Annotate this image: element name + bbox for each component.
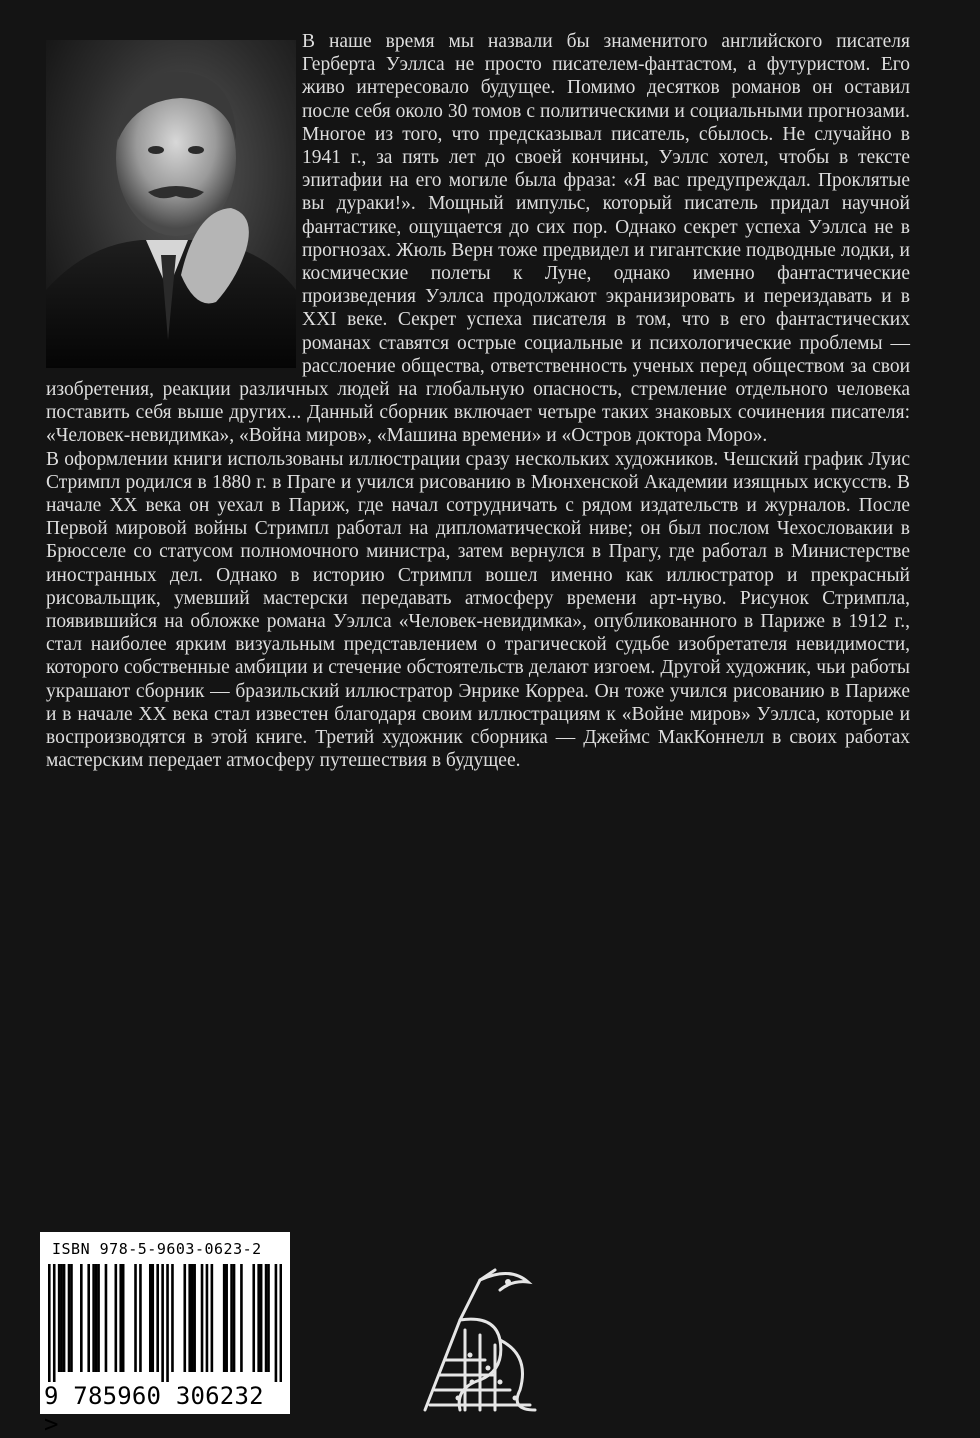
barcode-bar [225, 1264, 228, 1372]
barcode-bar [188, 1264, 191, 1372]
barcode-bar [280, 1264, 282, 1382]
barcode-bar [252, 1264, 255, 1372]
barcode-bar [191, 1264, 194, 1372]
ean-digits: 9 785960 306232 > [44, 1382, 264, 1438]
barcode-bar [223, 1264, 226, 1372]
barcode-bar [265, 1264, 268, 1372]
barcode-icon [48, 1264, 282, 1382]
barcode-bar [134, 1264, 137, 1372]
barcode-bar [70, 1264, 73, 1372]
barcode-bar [161, 1264, 164, 1382]
barcode-bar [60, 1264, 63, 1372]
barcode-bar [171, 1264, 174, 1372]
barcode-bar [105, 1264, 108, 1372]
barcode-bar [139, 1264, 142, 1372]
barcode-bar [115, 1264, 118, 1372]
barcode-bar [275, 1264, 278, 1382]
paragraph-illustrators: В оформлении книги использованы иллюстрации сразу нескольких художников. Чешский график Луис Стримпл родился в 1880 г. в Праге и учился рисованию в Мюнхенской Академии изящных искусств. В начале XX века он уехал в Париж, где начал сотрудничать с рядом издательств и журналов. После Первой мировой войны Стримпл работал на дипломатической ниве; он был послом Чехословакии в Брюсселе со статусом полномочного министра, затем вернулся в Прагу, где работал в Министерстве иностранных дел. Однако в историю Стримпл вошел именно как иллюстратор и прекрасный рисовальщик, умевший мастерски передавать атмосферу времени арт-нуво. Рисунок Стримпла, появившийся на обложке романа Уэллса «Человек-невидимка», опубликованного в Париже в 1912 г., стал наиболее ярким визуальным представлением о трагической судьбе изобретателя невидимости, которого собственные амбиции и стечение обстоятельств делают изгоем. Другой художник, чьи работы украшают сборник — бразильский иллюстратор Энрике Корреа. Он тоже учился рисованию в Париже и в начале XX века стал известен благодаря своим иллюстрациям к «Войне миров» Уэллса, которые и воспроизводятся в этой книге. Третий художник сборника — Джеймс МакКоннелл в своих работах мастерским передает атмосферу путешествия в будущее. [46, 448, 910, 772]
barcode-bar [63, 1264, 66, 1372]
barcode-bar [267, 1264, 270, 1372]
barcode-bar [193, 1264, 196, 1372]
barcode-bar [97, 1264, 100, 1372]
paragraph-author: В наше время мы назвали бы знаменитого английского писателя Герберта Уэллса не просто писателем-фантастом, а футуристом. Его живо интересовало будущее. Помимо десятков романов он оставил после себя около 30 томов с политическими и социальными прогнозами. Многое из того, что предсказывал писатель, сбылось. Не случайно в 1941 г., за пять лет до своей кончины, Уэллс хотел, чтобы в тексте эпитафии на его могиле была фраза: «Я вас предупреждал. Проклятые вы дураки!». Мощный импульс, который писатель придал научной фантастике, ощущается до сих пор. Однако секрет успеха Уэллса не в прогнозах. Жюль Верн тоже предвидел и гигантские подводные лодки, и космические полеты к Луне, однако именно фантастические произведения Уэллса продолжают экранизировать и переиздавать и в XXI веке. Секрет успеха писателя в том, что в его фантастических романах ставятся острые социальные и психологические проблемы — расслоение общества, ответственность ученых перед обществом за свои изобретения, реакции различных людей на глобальную опасность, стремление отдельного человека поставить себя выше других... Данный сборник включает четыре таких знаковых сочинения писателя: «Человек-невидимка», «Война миров», «Машина времени» и «Остров доктора Моро». [46, 31, 910, 447]
barcode-bar [95, 1264, 98, 1372]
barcode-bar [156, 1264, 159, 1372]
barcode-bar [233, 1264, 236, 1372]
barcode-bar [151, 1264, 154, 1372]
barcode-bar [230, 1264, 233, 1372]
barcode-bar [149, 1264, 152, 1372]
barcode-bar [92, 1264, 95, 1372]
barcode-bar [201, 1264, 204, 1372]
barcode-bar [53, 1264, 56, 1382]
barcode-bar [122, 1264, 125, 1372]
barcode-bar [58, 1264, 61, 1372]
dragon-logo-icon [400, 1260, 560, 1420]
barcode-bar [183, 1264, 186, 1372]
isbn-barcode [40, 1232, 290, 1438]
barcode-bar [87, 1264, 90, 1372]
barcode-bar [68, 1264, 71, 1372]
barcode-bar [80, 1264, 83, 1372]
barcode-bar [119, 1264, 122, 1372]
barcode-bar [206, 1264, 209, 1372]
description-text [46, 30, 910, 773]
barcode-bar [260, 1264, 263, 1372]
barcode-bar [48, 1264, 51, 1382]
barcode-bar [257, 1264, 260, 1372]
barcode-bar [166, 1264, 169, 1382]
barcode-bar [240, 1264, 243, 1372]
barcode-bar [211, 1264, 214, 1372]
isbn-label: ISBN 978-5-9603-0623-2 [52, 1240, 262, 1258]
